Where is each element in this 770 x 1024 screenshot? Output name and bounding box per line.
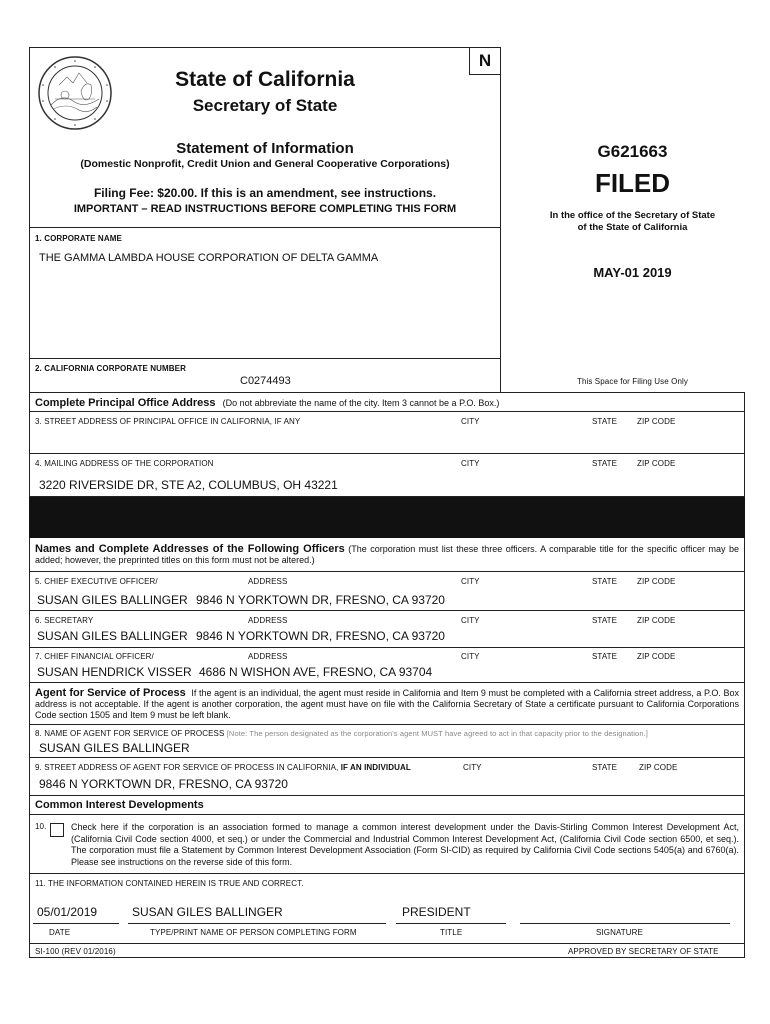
item6-address-label: ADDRESS: [248, 616, 288, 625]
date-caption: DATE: [49, 928, 71, 937]
signature-caption: SIGNATURE: [596, 928, 643, 937]
form-id: SI-100 (REV 01/2016): [35, 947, 116, 956]
corporate-name: THE GAMMA LAMBDA HOUSE CORPORATION OF DELTA GAMMA: [39, 252, 379, 264]
form-letter-box: [469, 48, 500, 75]
filed-office-line2: of the State of California: [577, 222, 688, 233]
form-title: Statement of Information: [176, 140, 354, 157]
item9-label-bold: IF AN INDIVIDUAL: [340, 763, 411, 772]
date-line: [33, 923, 119, 924]
agent-heading-block: [35, 688, 739, 721]
corporate-number: C0274493: [240, 375, 291, 387]
item4-zip-label: ZIP CODE: [637, 459, 676, 468]
cfo-address: 4686 N WISHON AVE, FRESNO, CA 93704: [199, 665, 433, 679]
filed-office-line1: In the office of the Secretary of State: [549, 210, 716, 221]
item10-number: 10.: [35, 822, 47, 831]
secretary-address: 9846 N YORKTOWN DR, FRESNO, CA 93720: [196, 629, 445, 643]
item9-state-label: STATE: [592, 763, 618, 772]
officers-heading-block: [35, 544, 739, 566]
item5-address-label: ADDRESS: [248, 577, 288, 586]
cid-checkbox[interactable]: [50, 823, 64, 837]
name-line: [128, 923, 386, 924]
divider: [29, 453, 745, 454]
item5-label: 5. CHIEF EXECUTIVE OFFICER/: [35, 577, 158, 586]
cfo-name: SUSAN HENDRICK VISSER: [37, 665, 192, 679]
item3-label: 3. STREET ADDRESS OF PRINCIPAL OFFICE IN CALIFORNIA, IF ANY: [35, 417, 301, 426]
item5-state-label: STATE: [592, 577, 618, 586]
item9-city-label: CITY: [463, 763, 482, 772]
state-title: State of California: [175, 68, 355, 91]
cid-text: Check here if the corporation is an association formed to manage a common interest development under the Davis-Stirling Common Interest Development Act, (California Civil Code section 4000, et seq.) or under the Commercial and Industrial Common Interest Development Act, (California Civil Code section 6500, et seq.). The corporation must file a Statement by Common Interest Development Association (Form SI-CID) as required by California Civil Code sections 5405(a) and 6760(a). Please see instructions on the reverse side of this form.: [71, 822, 739, 867]
title-line: [396, 923, 506, 924]
redaction-bar: [29, 497, 745, 538]
item11-label: 11. THE INFORMATION CONTAINED HEREIN IS TRUE AND CORRECT.: [35, 879, 304, 888]
item2-label: 2. CALIFORNIA CORPORATE NUMBER: [35, 364, 186, 373]
cid-heading: Common Interest Developments: [35, 799, 204, 811]
filing-number: G621663: [597, 142, 668, 161]
item4-state-label: STATE: [592, 459, 618, 468]
mailing-address: 3220 RIVERSIDE DR, STE A2, COLUMBUS, OH 43221: [39, 478, 338, 492]
item8-note: [Note: The person designated as the corporation's agent MUST have agreed to act in that capacity prior to the designation.]: [226, 729, 648, 738]
divider: [29, 814, 745, 815]
signer-name: SUSAN GILES BALLINGER: [132, 905, 283, 919]
ceo-address: 9846 N YORKTOWN DR, FRESNO, CA 93720: [196, 593, 445, 607]
agent-address: 9846 N YORKTOWN DR, FRESNO, CA 93720: [39, 777, 288, 791]
title-caption: TITLE: [440, 928, 463, 937]
divider: [29, 571, 745, 572]
border: [29, 47, 501, 48]
divider: [29, 873, 745, 874]
filed-stamp: FILED: [594, 168, 671, 198]
principal-note: (Do not abbreviate the name of the city. Item 3 cannot be a P.O. Box.): [222, 398, 500, 408]
ceo-name: SUSAN GILES BALLINGER: [37, 593, 188, 607]
form-letter: N: [478, 51, 492, 70]
agent-heading: Agent for Service of Process: [35, 687, 186, 699]
form-subtitle: (Domestic Nonprofit, Credit Union and General Cooperative Corporations): [80, 158, 450, 170]
office-title: Secretary of State: [192, 96, 338, 115]
divider: [29, 724, 745, 725]
divider: [29, 943, 745, 944]
item4-city-label: CITY: [461, 459, 480, 468]
item9-label: 9. STREET ADDRESS OF AGENT FOR SERVICE OF PROCESS IN CALIFORNIA,: [35, 763, 339, 772]
item7-address-label: ADDRESS: [248, 652, 288, 661]
item8-label-row: [35, 729, 648, 738]
item3-zip-label: ZIP CODE: [637, 417, 676, 426]
officers-heading: Names and Complete Addresses of the Following Officers: [35, 543, 345, 555]
agent-note: If the agent is an individual, the agent must reside in California and Item 9 must be completed with a California street address, a P.O. Box address is not acceptable. If the agent is another corporation, the agent must have on file with the California Secretary of State a certificate pursuant to California Corporations Code section 1505 and Item 9 must be left blank.: [35, 688, 739, 720]
item3-state-label: STATE: [592, 417, 618, 426]
item7-city-label: CITY: [461, 652, 480, 661]
item5-zip-label: ZIP CODE: [637, 577, 676, 586]
border: [500, 47, 501, 392]
item9-label-row: [35, 763, 411, 772]
item7-label: 7. CHIEF FINANCIAL OFFICER/: [35, 652, 154, 661]
secretary-name: SUSAN GILES BALLINGER: [37, 629, 188, 643]
divider: [29, 757, 745, 758]
name-caption: TYPE/PRINT NAME OF PERSON COMPLETING FORM: [150, 928, 357, 937]
state-seal: [37, 55, 113, 131]
signer-title: PRESIDENT: [402, 905, 471, 919]
item7-zip-label: ZIP CODE: [637, 652, 676, 661]
item6-state-label: STATE: [592, 616, 618, 625]
border: [29, 227, 501, 228]
item3-city-label: CITY: [461, 417, 480, 426]
principal-heading-row: [35, 397, 499, 409]
divider: [29, 411, 745, 412]
filing-fee: Filing Fee: $20.00. If this is an amendment, see instructions.: [93, 186, 437, 200]
principal-heading: Complete Principal Office Address: [35, 397, 216, 409]
divider: [29, 610, 745, 611]
filed-date: MAY-01 2019: [593, 265, 672, 280]
officers-note: (The corporation must list these three officers. A comparable title for the specific officer may be added; however, the preprinted titles on this form must not be altered.): [35, 544, 739, 565]
important-note: IMPORTANT – READ INSTRUCTIONS BEFORE COMPLETING THIS FORM: [73, 203, 457, 215]
item1-label: 1. CORPORATE NAME: [35, 234, 122, 243]
signed-date: 05/01/2019: [37, 905, 98, 919]
border: [29, 358, 501, 359]
agent-name: SUSAN GILES BALLINGER: [39, 741, 190, 755]
item6-zip-label: ZIP CODE: [637, 616, 676, 625]
filing-space-note: This Space for Filing Use Only: [576, 377, 689, 386]
item6-label: 6. SECRETARY: [35, 616, 94, 625]
divider: [29, 647, 745, 648]
item5-city-label: CITY: [461, 577, 480, 586]
divider: [29, 795, 745, 796]
item4-label: 4. MAILING ADDRESS OF THE CORPORATION: [35, 459, 214, 468]
item9-zip-label: ZIP CODE: [639, 763, 678, 772]
signature-line: [520, 923, 730, 924]
approved-by: APPROVED BY SECRETARY OF STATE: [568, 947, 719, 956]
item8-label: 8. NAME OF AGENT FOR SERVICE OF PROCESS: [35, 729, 225, 738]
border: [29, 47, 30, 392]
item7-state-label: STATE: [592, 652, 618, 661]
item6-city-label: CITY: [461, 616, 480, 625]
divider: [29, 682, 745, 683]
